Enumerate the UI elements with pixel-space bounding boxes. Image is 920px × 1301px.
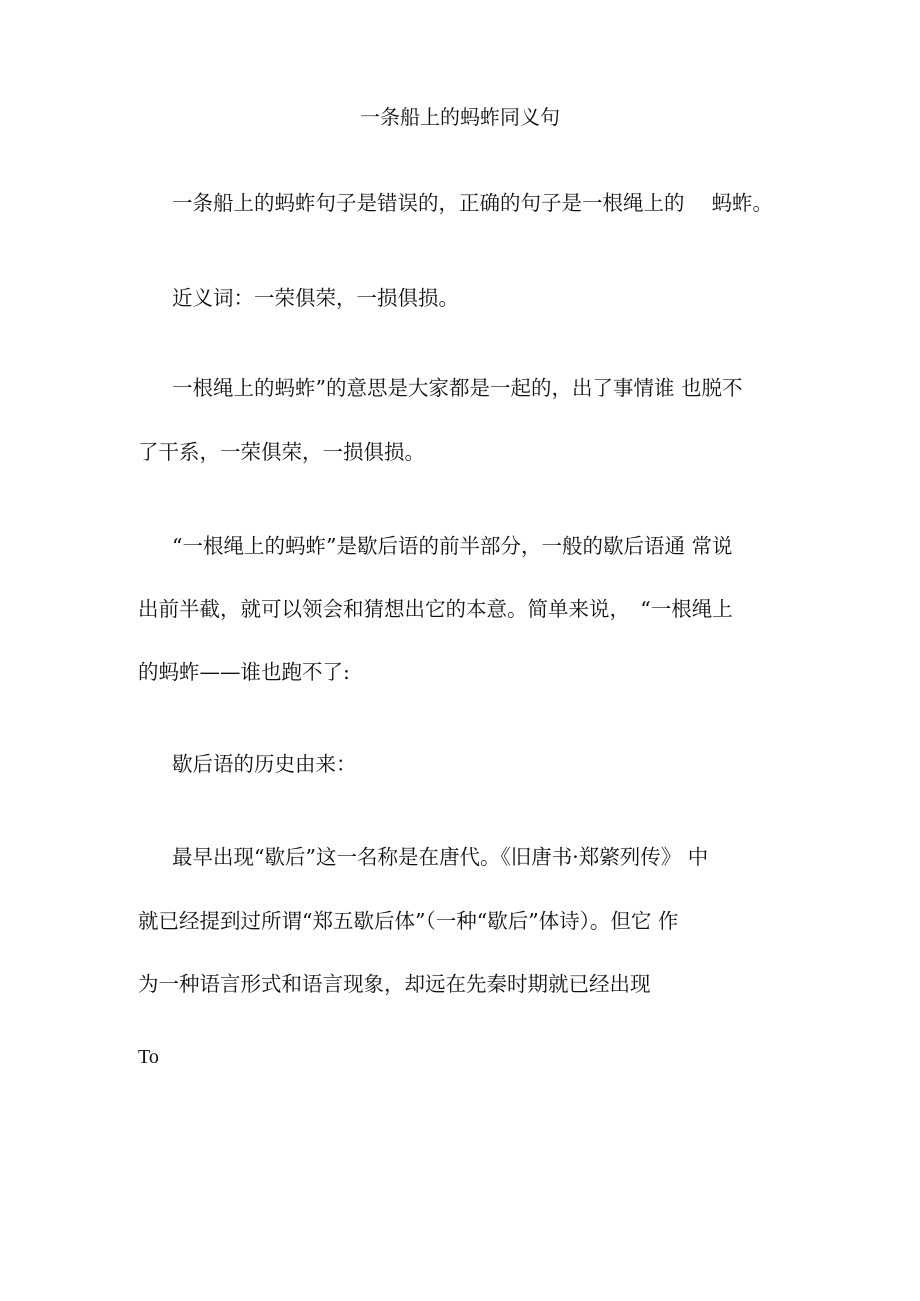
paragraph-line: 出前半截，就可以领会和猜想出它的本意。简单来说， “一根绳上 bbox=[138, 597, 733, 621]
page-title: 一条船上的蚂蚱同义句 bbox=[360, 105, 560, 129]
paragraph-line: 的蚂蚱——谁也跑不了: bbox=[138, 660, 350, 684]
trailing-text: To bbox=[138, 1046, 159, 1068]
section-heading: 歇后语的历史由来： bbox=[172, 752, 357, 776]
paragraph-line: 一根绳上的蚂蚱”的意思是大家都是一起的，出了事情谁 也脱不 bbox=[172, 376, 743, 400]
paragraph-line: 一条船上的蚂蚱句子是错误的，正确的句子是一根绳上的 蚂蚱。 bbox=[172, 191, 774, 215]
paragraph-line: 近义词：一荣俱荣，一损俱损。 bbox=[172, 286, 459, 310]
paragraph-line: 为一种语言形式和语言现象，却远在先秦时期就已经出现 bbox=[138, 972, 651, 996]
paragraph-line: 最早出现“歇后”这一名称是在唐代。《旧唐书·郑綮列传》 中 bbox=[172, 845, 709, 869]
paragraph-line: “一根绳上的蚂蚱”是歇后语的前半部分，一般的歇后语通 常说 bbox=[172, 534, 733, 558]
paragraph-line: 了干系，一荣俱荣，一损俱损。 bbox=[138, 440, 425, 464]
paragraph-line: 就已经提到过所谓“郑五歇后体”（一种“歇后”体诗）。但它 作 bbox=[138, 909, 679, 933]
